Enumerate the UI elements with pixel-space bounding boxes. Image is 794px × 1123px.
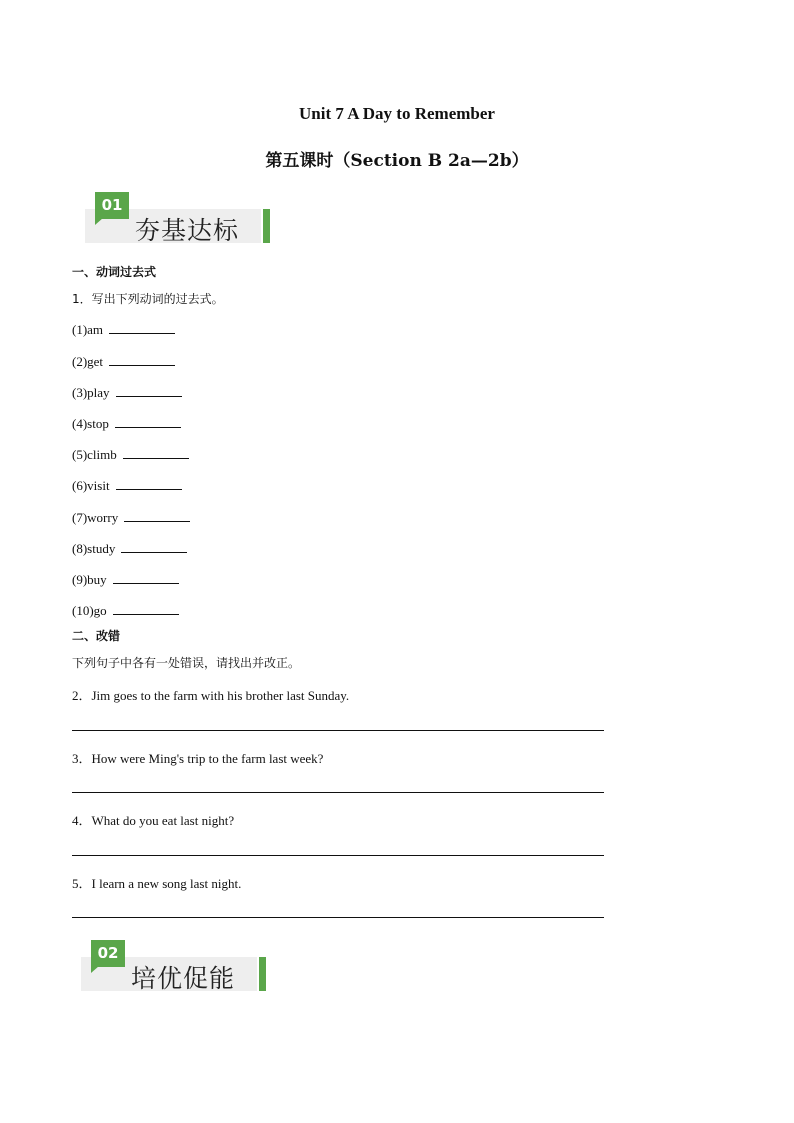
verb-label: (6)visit	[72, 478, 110, 493]
verb-item	[72, 571, 179, 588]
sentence-item: 4．What do you eat last night?	[72, 813, 235, 828]
answer-blank[interactable]	[116, 384, 182, 397]
instruction-past-tense: 1．写出下列动词的过去式。	[72, 292, 224, 306]
verb-label: (1)am	[72, 322, 104, 337]
badge-number: 02	[91, 940, 125, 967]
verb-item	[72, 321, 175, 338]
answer-blank[interactable]	[113, 602, 179, 615]
badge-number: 01	[95, 192, 129, 219]
badge-label: 夯基达标	[135, 216, 240, 245]
answer-blank[interactable]	[109, 321, 175, 334]
lesson-subtitle: 第五课时（Section B 2a—2b）	[265, 151, 529, 171]
answer-line[interactable]	[72, 730, 604, 731]
verb-item	[72, 477, 182, 494]
verb-label: (10)go	[72, 603, 107, 618]
answer-blank[interactable]	[113, 571, 179, 584]
verb-item	[72, 540, 187, 557]
verb-item	[72, 602, 179, 619]
answer-blank[interactable]	[116, 477, 182, 490]
section-badge-02	[81, 940, 271, 993]
answer-blank[interactable]	[115, 415, 181, 428]
verb-label: (5)climb	[72, 447, 117, 462]
answer-line[interactable]	[72, 855, 604, 856]
answer-line[interactable]	[72, 792, 604, 793]
badge-accent	[259, 957, 266, 991]
verb-item	[72, 446, 189, 463]
sentence-item: 3．How were Ming's trip to the farm last week?	[72, 751, 324, 766]
verb-item	[72, 353, 175, 370]
answer-blank[interactable]	[124, 509, 190, 522]
verb-item	[72, 509, 190, 526]
verb-label: (3)play	[72, 385, 110, 400]
answer-blank[interactable]	[123, 446, 189, 459]
section-badge-01	[85, 192, 275, 245]
verb-label: (2)get	[72, 354, 104, 369]
verb-label: (8)study	[72, 541, 116, 556]
verb-item	[72, 384, 182, 401]
instruction-corrections: 下列句子中各有一处错误，请找出并改正。	[72, 656, 301, 670]
section-heading-corrections: 二、改错	[72, 629, 121, 643]
badge-label: 培优促能	[131, 964, 236, 993]
sentence-item: 5．I learn a new song last night.	[72, 876, 242, 891]
verb-label: (7)worry	[72, 510, 119, 525]
sentence-item: 2．Jim goes to the farm with his brother last Sunday.	[72, 688, 350, 703]
answer-blank[interactable]	[121, 540, 187, 553]
verb-label: (4)stop	[72, 416, 109, 431]
answer-blank[interactable]	[109, 353, 175, 366]
verb-label: (9)buy	[72, 572, 107, 587]
answer-line[interactable]	[72, 917, 604, 918]
badge-tail-icon	[95, 218, 103, 225]
badge-tail-icon	[91, 966, 99, 973]
badge-accent	[263, 209, 270, 243]
page-title: Unit 7 A Day to Remember	[299, 104, 495, 123]
section-heading-verbs: 一、动词过去式	[72, 265, 157, 279]
verb-item	[72, 415, 181, 432]
